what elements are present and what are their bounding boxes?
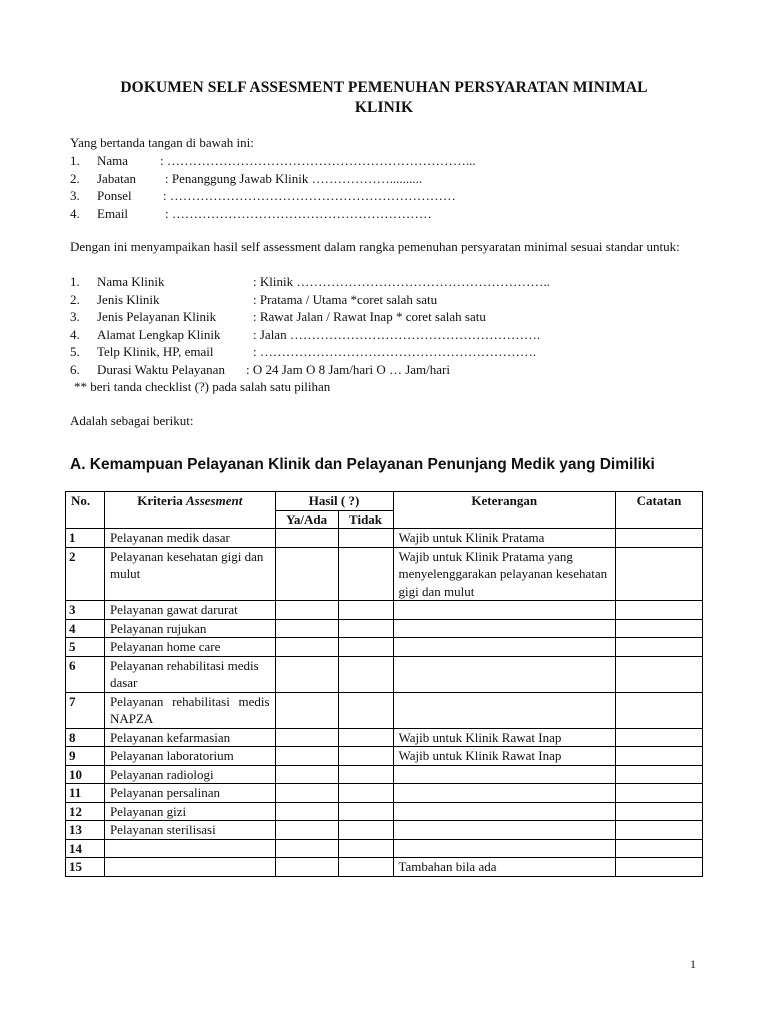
cell-no: 12 xyxy=(66,802,105,821)
table-header-row xyxy=(66,492,703,511)
clinic-value: : Klinik ………………………………………………….. xyxy=(253,274,550,289)
table-row xyxy=(66,728,703,747)
cell-catatan[interactable] xyxy=(616,547,703,601)
cell-kriteria: Pelayanan medik dasar xyxy=(104,529,275,548)
signer-num: 1. xyxy=(70,153,80,168)
cell-tidak[interactable] xyxy=(338,839,393,858)
table-row xyxy=(66,858,703,877)
cell-tidak[interactable] xyxy=(338,765,393,784)
clinic-label: Jenis Klinik xyxy=(97,291,160,307)
signer-num: 4. xyxy=(70,205,80,221)
cell-kriteria: Pelayanan gawat darurat xyxy=(104,601,275,620)
cell-keterangan: Tambahan bila ada xyxy=(393,858,616,877)
cell-ya[interactable] xyxy=(275,765,338,784)
cell-tidak[interactable] xyxy=(338,802,393,821)
table-row xyxy=(66,747,703,766)
cell-ya[interactable] xyxy=(275,638,338,657)
clinic-label: Alamat Lengkap Klinik xyxy=(97,326,221,342)
cell-ya[interactable] xyxy=(275,692,338,728)
cell-kriteria: Pelayanan rehabilitasi medis dasar xyxy=(104,656,275,692)
cell-no: 13 xyxy=(66,821,105,840)
cell-keterangan xyxy=(393,765,616,784)
table-row xyxy=(66,765,703,784)
clinic-num: 1. xyxy=(70,274,80,289)
signer-num: 3. xyxy=(70,188,80,203)
cell-catatan[interactable] xyxy=(616,638,703,657)
signer-label-nama: Nama xyxy=(97,153,129,168)
checklist-note: ** beri tanda checklist (?) pada salah satu pilihan xyxy=(74,379,331,394)
cell-kriteria: Pelayanan kesehatan gigi dan mulut xyxy=(104,547,275,601)
clinic-num: 6. xyxy=(70,361,80,377)
table-body xyxy=(66,529,703,877)
cell-keterangan xyxy=(393,619,616,638)
table-row xyxy=(66,692,703,728)
header-kriteria-italic: Assesment xyxy=(185,493,243,508)
cell-no: 7 xyxy=(66,692,105,728)
cell-no: 11 xyxy=(66,784,105,803)
clinic-label: Durasi Waktu Pelayanan xyxy=(97,361,225,377)
cell-catatan[interactable] xyxy=(616,747,703,766)
cell-no: 1 xyxy=(66,529,105,548)
cell-kriteria xyxy=(104,839,275,858)
cell-tidak[interactable] xyxy=(338,858,393,877)
cell-no: 4 xyxy=(66,619,105,638)
header-kriteria xyxy=(104,492,275,529)
table-row xyxy=(66,547,703,601)
cell-no: 15 xyxy=(66,858,105,877)
cell-kriteria xyxy=(104,858,275,877)
header-hasil: Hasil ( ?) xyxy=(275,492,393,511)
cell-no: 8 xyxy=(66,728,105,747)
cell-catatan[interactable] xyxy=(616,839,703,858)
cell-tidak[interactable] xyxy=(338,547,393,601)
cell-keterangan xyxy=(393,821,616,840)
signer-num: 2. xyxy=(70,170,80,186)
cell-ya[interactable] xyxy=(275,784,338,803)
cell-ya[interactable] xyxy=(275,747,338,766)
cell-kriteria: Pelayanan home care xyxy=(104,638,275,657)
cell-catatan[interactable] xyxy=(616,619,703,638)
document-title-line2: KLINIK xyxy=(354,99,414,116)
cell-catatan[interactable] xyxy=(616,529,703,548)
cell-tidak[interactable] xyxy=(338,656,393,692)
cell-ya[interactable] xyxy=(275,601,338,620)
section-title: A. Kemampuan Pelayanan Klinik dan Pelayanan Penunjang Medik yang Dimiliki xyxy=(70,456,655,473)
cell-kriteria: Pelayanan laboratorium xyxy=(104,747,275,766)
cell-tidak[interactable] xyxy=(338,821,393,840)
cell-tidak[interactable] xyxy=(338,601,393,620)
cell-kriteria: Pelayanan rujukan xyxy=(104,619,275,638)
cell-tidak[interactable] xyxy=(338,529,393,548)
statement-paragraph: Dengan ini menyampaikan hasil self assessment dalam rangka pemenuhan persyaratan minimal sesuai standar untuk: xyxy=(70,239,680,254)
cell-keterangan: Wajib untuk Klinik Pratama xyxy=(393,529,616,548)
cell-keterangan: Wajib untuk Klinik Rawat Inap xyxy=(393,747,616,766)
cell-tidak[interactable] xyxy=(338,692,393,728)
signer-value-ponsel: : ………………………………………………………… xyxy=(163,188,456,203)
clinic-value: : Rawat Jalan / Rawat Inap * coret salah satu xyxy=(253,309,486,324)
cell-keterangan xyxy=(393,601,616,620)
cell-ya[interactable] xyxy=(275,728,338,747)
cell-no: 6 xyxy=(66,656,105,692)
table-row xyxy=(66,619,703,638)
header-kriteria-plain: Kriteria xyxy=(137,493,186,508)
cell-no: 2 xyxy=(66,547,105,601)
page-number: 1 xyxy=(690,957,696,971)
cell-ya[interactable] xyxy=(275,547,338,601)
cell-no: 5 xyxy=(66,638,105,657)
cell-kriteria: Pelayanan rehabilitasi medis NAPZA xyxy=(104,692,275,728)
cell-kriteria: Pelayanan gizi xyxy=(104,802,275,821)
table-row xyxy=(66,529,703,548)
clinic-value: : O 24 Jam O 8 Jam/hari O … Jam/hari xyxy=(246,361,450,377)
intro-text: Yang bertanda tangan di bawah ini: xyxy=(70,135,254,150)
signer-label-email: Email xyxy=(97,205,129,221)
cell-keterangan: Wajib untuk Klinik Pratama yang menyelenggarakan pelayanan kesehatan gigi dan mulut xyxy=(393,547,616,601)
clinic-label: Jenis Pelayanan Klinik xyxy=(97,309,217,324)
cell-no: 10 xyxy=(66,765,105,784)
header-tidak: Tidak xyxy=(338,510,393,529)
cell-kriteria: Pelayanan sterilisasi xyxy=(104,821,275,840)
header-ya: Ya/Ada xyxy=(275,510,338,529)
cell-no: 14 xyxy=(66,839,105,858)
assessment-table xyxy=(65,491,703,877)
cell-ya[interactable] xyxy=(275,821,338,840)
cell-keterangan xyxy=(393,802,616,821)
table-row xyxy=(66,821,703,840)
header-keterangan: Keterangan xyxy=(393,492,616,529)
signer-label-ponsel: Ponsel xyxy=(97,188,132,203)
cell-catatan[interactable] xyxy=(616,858,703,877)
berikut-text: Adalah sebagai berikut: xyxy=(70,413,194,428)
header-no: No. xyxy=(66,492,105,529)
table-row xyxy=(66,656,703,692)
cell-tidak[interactable] xyxy=(338,638,393,657)
cell-ya[interactable] xyxy=(275,656,338,692)
cell-keterangan: Wajib untuk Klinik Rawat Inap xyxy=(393,728,616,747)
cell-kriteria: Pelayanan persalinan xyxy=(104,784,275,803)
cell-tidak[interactable] xyxy=(338,619,393,638)
signer-label-jabatan: Jabatan xyxy=(97,170,136,186)
cell-keterangan xyxy=(393,784,616,803)
cell-catatan[interactable] xyxy=(616,784,703,803)
table-row xyxy=(66,802,703,821)
cell-ya[interactable] xyxy=(275,802,338,821)
clinic-value: : Jalan …………………………………………………. xyxy=(253,326,541,342)
cell-ya[interactable] xyxy=(275,858,338,877)
signer-value-nama: : ……………………………………………………………... xyxy=(160,153,476,168)
cell-tidak[interactable] xyxy=(338,728,393,747)
clinic-value: : ………………………………………………………. xyxy=(253,344,537,359)
signer-value-email: : …………………………………………………… xyxy=(165,205,432,221)
cell-ya[interactable] xyxy=(275,529,338,548)
table-row xyxy=(66,839,703,858)
cell-ya[interactable] xyxy=(275,619,338,638)
cell-catatan[interactable] xyxy=(616,728,703,747)
cell-catatan[interactable] xyxy=(616,656,703,692)
signer-value-jabatan: : Penanggung Jawab Klinik ……………….......... xyxy=(165,170,423,186)
document-title-line1: DOKUMEN SELF ASSESMENT PEMENUHAN PERSYARATAN MINIMAL xyxy=(120,79,648,96)
cell-catatan[interactable] xyxy=(616,601,703,620)
cell-no: 3 xyxy=(66,601,105,620)
table-row xyxy=(66,638,703,657)
cell-catatan[interactable] xyxy=(616,802,703,821)
cell-tidak[interactable] xyxy=(338,747,393,766)
clinic-label: Telp Klinik, HP, email xyxy=(97,344,214,359)
cell-kriteria: Pelayanan radiologi xyxy=(104,765,275,784)
clinic-num: 4. xyxy=(70,326,80,342)
clinic-value: : Pratama / Utama *coret salah satu xyxy=(253,291,438,307)
cell-keterangan xyxy=(393,638,616,657)
cell-catatan[interactable] xyxy=(616,821,703,840)
table-row xyxy=(66,601,703,620)
document-title xyxy=(70,78,698,118)
cell-catatan[interactable] xyxy=(616,765,703,784)
header-catatan: Catatan xyxy=(616,492,703,529)
clinic-num: 3. xyxy=(70,309,80,324)
cell-ya[interactable] xyxy=(275,839,338,858)
clinic-num: 5. xyxy=(70,344,80,359)
cell-kriteria: Pelayanan kefarmasian xyxy=(104,728,275,747)
cell-catatan[interactable] xyxy=(616,692,703,728)
clinic-num: 2. xyxy=(70,291,80,307)
cell-tidak[interactable] xyxy=(338,784,393,803)
cell-keterangan xyxy=(393,692,616,728)
clinic-label: Nama Klinik xyxy=(97,274,165,289)
cell-no: 9 xyxy=(66,747,105,766)
cell-keterangan xyxy=(393,656,616,692)
cell-keterangan xyxy=(393,839,616,858)
table-row xyxy=(66,784,703,803)
